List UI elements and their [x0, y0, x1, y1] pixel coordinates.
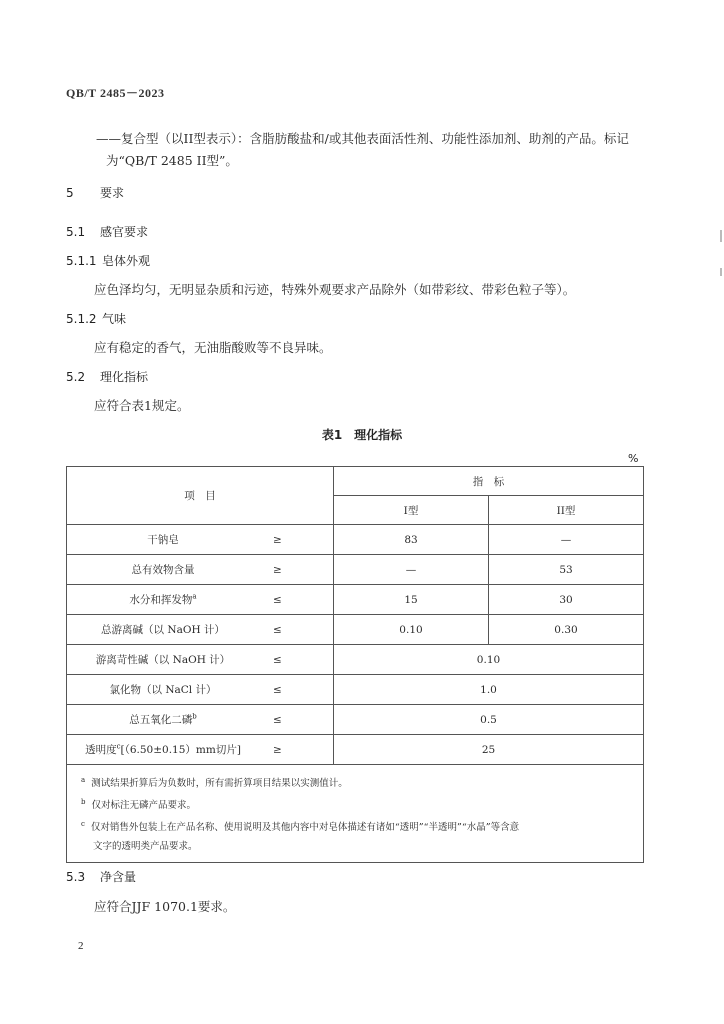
section-number: 5.1.2 — [66, 312, 97, 326]
table-row — [67, 615, 644, 645]
section-5-heading — [66, 184, 124, 201]
page-number: 2 — [78, 940, 84, 952]
row-merged-value: 1.0 — [334, 675, 644, 705]
row-item-text: [（6.50±0.15）mm切片] — [120, 744, 241, 756]
row-item — [67, 585, 260, 615]
row-item — [67, 735, 260, 765]
table-header-row — [67, 467, 644, 496]
section-5-3-heading — [66, 868, 136, 885]
table-row — [67, 735, 644, 765]
scan-edge-mark — [720, 268, 722, 276]
row-relation: ≤ — [259, 645, 334, 675]
section-5-1-heading — [66, 223, 148, 240]
header-index: 指 标 — [334, 467, 644, 496]
spec-table — [66, 466, 644, 863]
table-row — [67, 645, 644, 675]
row-relation: ≥ — [259, 735, 334, 765]
section-title: 净含量 — [100, 870, 137, 884]
row-item: 干钠皂 — [67, 525, 260, 555]
row-item-text: 总五氧化二磷 — [129, 714, 193, 726]
section-title: 理化指标 — [100, 370, 149, 384]
scan-edge-mark — [720, 230, 722, 242]
section-number: 5.2 — [66, 370, 86, 384]
section-number: 5.1.1 — [66, 254, 97, 268]
header-item: 项 目 — [67, 467, 334, 525]
table-row — [67, 555, 644, 585]
section-number: 5 — [66, 186, 74, 200]
composite-type-line2: 为“QB/T 2485 II型”。 — [106, 153, 238, 168]
row-item: 总游离碱（以 NaOH 计） — [67, 615, 260, 645]
row-merged-value: 0.5 — [334, 705, 644, 735]
table-note — [81, 793, 629, 815]
table-title: 表1 理化指标 — [321, 428, 403, 442]
composite-type-line1: ——复合型（以II型表示）：含脂肪酸盐和/或其他表面活性剂、功能性添加剂、助剂的产品。标记 — [96, 131, 629, 146]
row-relation: ≤ — [259, 615, 334, 645]
table-notes-row — [67, 765, 644, 863]
note-mark: b — [81, 798, 86, 807]
footnote-ref: a — [192, 592, 197, 601]
standard-code: QB/T 2485－2023 — [66, 86, 165, 100]
table-note — [81, 815, 629, 856]
table-unit: % — [628, 452, 639, 465]
footnote-ref: c — [116, 742, 121, 751]
note-text: 仅对标注无磷产品要求。 — [91, 800, 196, 812]
row-type2: 30 — [489, 585, 644, 615]
net-content-text: 应符合JJF 1070.1要求。 — [94, 899, 236, 914]
header-type1: I型 — [334, 496, 489, 525]
row-relation: ≥ — [259, 525, 334, 555]
row-item: 总有效物含量 — [67, 555, 260, 585]
row-item-text: 透明度 — [85, 744, 117, 756]
section-5-2-heading — [66, 368, 148, 385]
row-item — [67, 705, 260, 735]
row-type1: 0.10 — [334, 615, 489, 645]
table-note — [81, 771, 629, 793]
footnote-ref: b — [192, 712, 197, 721]
header-type2: II型 — [489, 496, 644, 525]
table-row — [67, 675, 644, 705]
section-title: 感官要求 — [100, 225, 149, 239]
row-type1: — — [334, 555, 489, 585]
table-row — [67, 585, 644, 615]
row-type1: 83 — [334, 525, 489, 555]
row-type2: 53 — [489, 555, 644, 585]
row-item: 游离苛性碱（以 NaOH 计） — [67, 645, 260, 675]
note-mark: a — [81, 776, 86, 784]
row-type2: — — [489, 525, 644, 555]
section-5-1-2-heading — [66, 310, 126, 327]
table-row — [67, 705, 644, 735]
row-item-text: 水分和挥发物 — [129, 594, 193, 606]
note-mark: c — [81, 820, 85, 829]
appearance-text: 应色泽均匀，无明显杂质和污迹，特殊外观要求产品除外（如带彩纹、带彩色粒子等）。 — [94, 282, 576, 297]
section-5-1-1-heading — [66, 252, 150, 269]
row-relation: ≤ — [259, 585, 334, 615]
row-type2: 0.30 — [489, 615, 644, 645]
odor-text: 应有稳定的香气，无油脂酸败等不良异味。 — [94, 340, 332, 355]
note-text: 仅对销售外包装上在产品名称、使用说明及其他内容中对皂体描述有诸如“透明”“半透明”“水晶”等含意 — [90, 822, 520, 834]
row-relation: ≥ — [259, 555, 334, 585]
section-title: 气味 — [102, 312, 127, 326]
row-merged-value: 25 — [334, 735, 644, 765]
section-title: 要求 — [100, 186, 125, 200]
section-title: 皂体外观 — [102, 254, 151, 268]
row-merged-value: 0.10 — [334, 645, 644, 675]
row-type1: 15 — [334, 585, 489, 615]
section-number: 5.3 — [66, 870, 86, 884]
row-relation: ≤ — [259, 705, 334, 735]
note-text-continuation: 文字的透明类产品要求。 — [93, 841, 198, 853]
table-notes — [67, 765, 644, 863]
row-item: 氯化物（以 NaCl 计） — [67, 675, 260, 705]
table-row — [67, 525, 644, 555]
note-text: 测试结果折算后为负数时，所有需折算项目结果以实测值计。 — [91, 778, 348, 790]
physchem-text: 应符合表1规定。 — [94, 398, 190, 413]
section-number: 5.1 — [66, 225, 86, 239]
row-relation: ≤ — [259, 675, 334, 705]
